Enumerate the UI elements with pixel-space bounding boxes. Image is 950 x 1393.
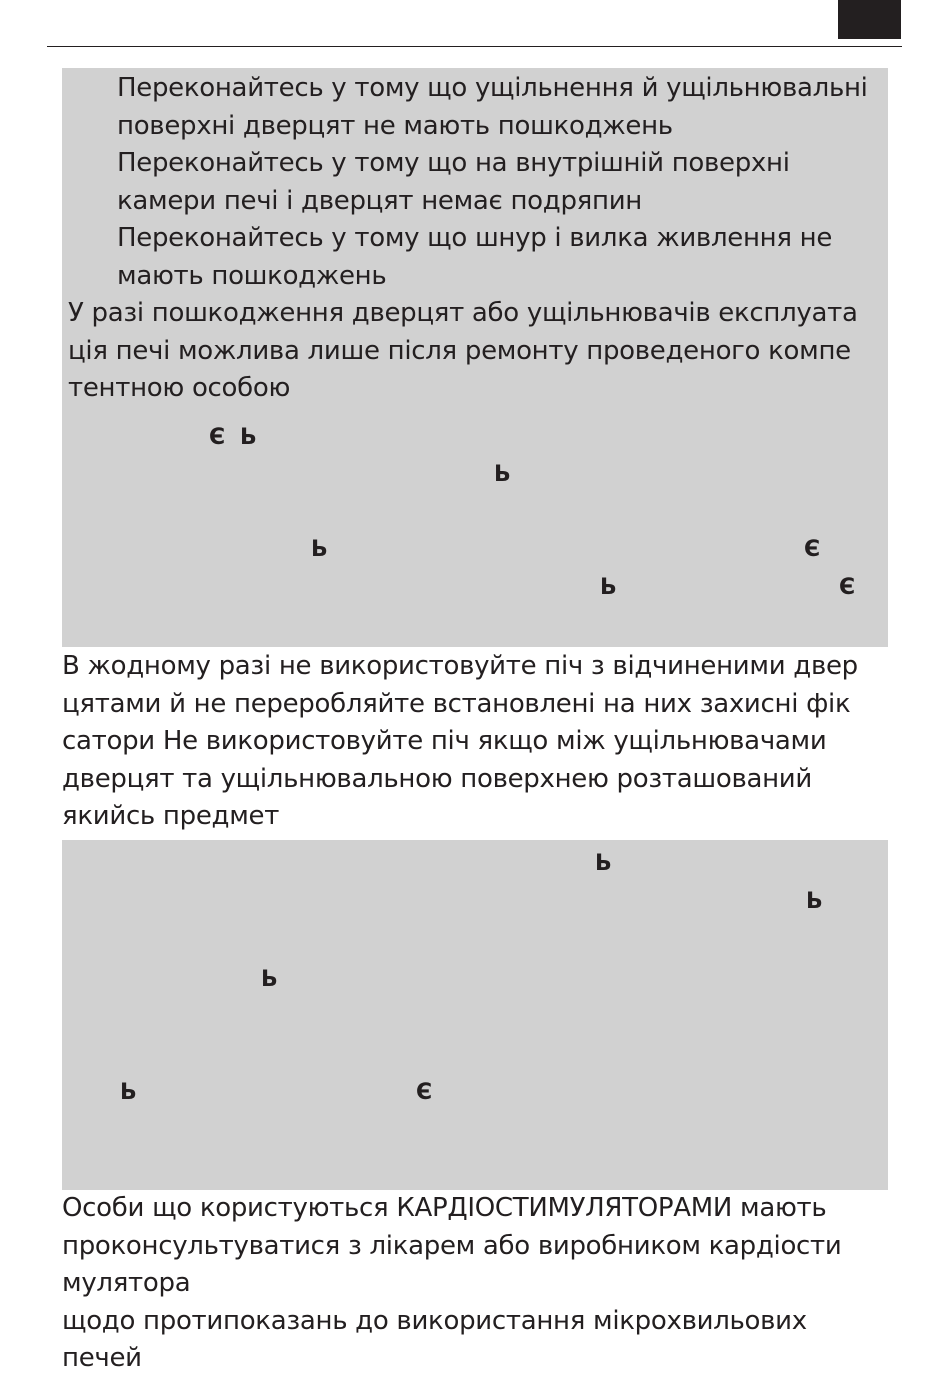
bullet-3-line-2: мають пошкоджень: [117, 260, 387, 291]
box2-glyph: Є: [416, 1080, 433, 1105]
box2-glyph: Ь: [120, 1080, 137, 1105]
door-warning-line-3: сатори Не використовуйте піч якщо між ущільнювачами: [62, 726, 827, 756]
pacemaker-line-3: мулятора: [62, 1268, 191, 1298]
box2-glyph: Ь: [595, 851, 612, 876]
second-notice-box: [62, 840, 888, 1190]
box1-glyph: Є: [839, 575, 856, 600]
pacemaker-line-5: печей: [62, 1343, 142, 1373]
bullet-1-line-2: поверхні дверцят не мають пошкоджень: [117, 110, 673, 141]
door-warning-line-1: В жодному разі не використовуйте піч з відчиненими двер: [62, 651, 858, 681]
box2-glyph: Ь: [806, 889, 823, 914]
door-warning-line-4: дверцят та ущільнювальною поверхнею розташований: [62, 763, 812, 794]
door-warning-line-2: цятами й не переробляйте встановлені на них захисні фік: [62, 688, 851, 719]
pacemaker-line-1: Особи що користуються КАРДІОСТИМУЛЯТОРАМИ мають: [62, 1193, 827, 1223]
box1-glyph: Ь: [494, 462, 511, 487]
pacemaker-line-2: проконсультуватися з лікарем або виробником кардіости: [62, 1230, 842, 1261]
pacemaker-line-4: щодо протипоказань до використання мікрохвильових: [62, 1305, 807, 1336]
page-header-tab: [838, 0, 901, 39]
box2-glyph: Ь: [261, 967, 278, 992]
bullet-2-line-2: камери печі і дверцят немає подряпин: [117, 185, 642, 216]
bullet-2-line-1: Переконайтесь у тому що на внутрішній поверхні: [117, 148, 790, 178]
damage-paragraph-line-1: У разі пошкодження дверцят або ущільнювачів експлуата: [68, 298, 858, 328]
bullet-1-line-1: Переконайтесь у тому що ущільнення й ущільнювальні: [117, 73, 868, 103]
door-warning-line-5: якийсь предмет: [62, 801, 280, 831]
damage-paragraph-line-2: ція печі можлива лише після ремонту проведеного компе: [68, 335, 851, 366]
box1-glyph: Ь: [240, 425, 257, 450]
header-divider: [47, 46, 902, 47]
box1-glyph: Ь: [600, 575, 617, 600]
box1-glyph: Є: [209, 425, 226, 450]
bullet-3-line-1: Переконайтесь у тому що шнур і вилка живлення не: [117, 223, 833, 253]
box1-glyph: Ь: [311, 537, 328, 562]
damage-paragraph-line-3: тентною особою: [68, 373, 291, 403]
box1-glyph: Є: [804, 537, 821, 562]
